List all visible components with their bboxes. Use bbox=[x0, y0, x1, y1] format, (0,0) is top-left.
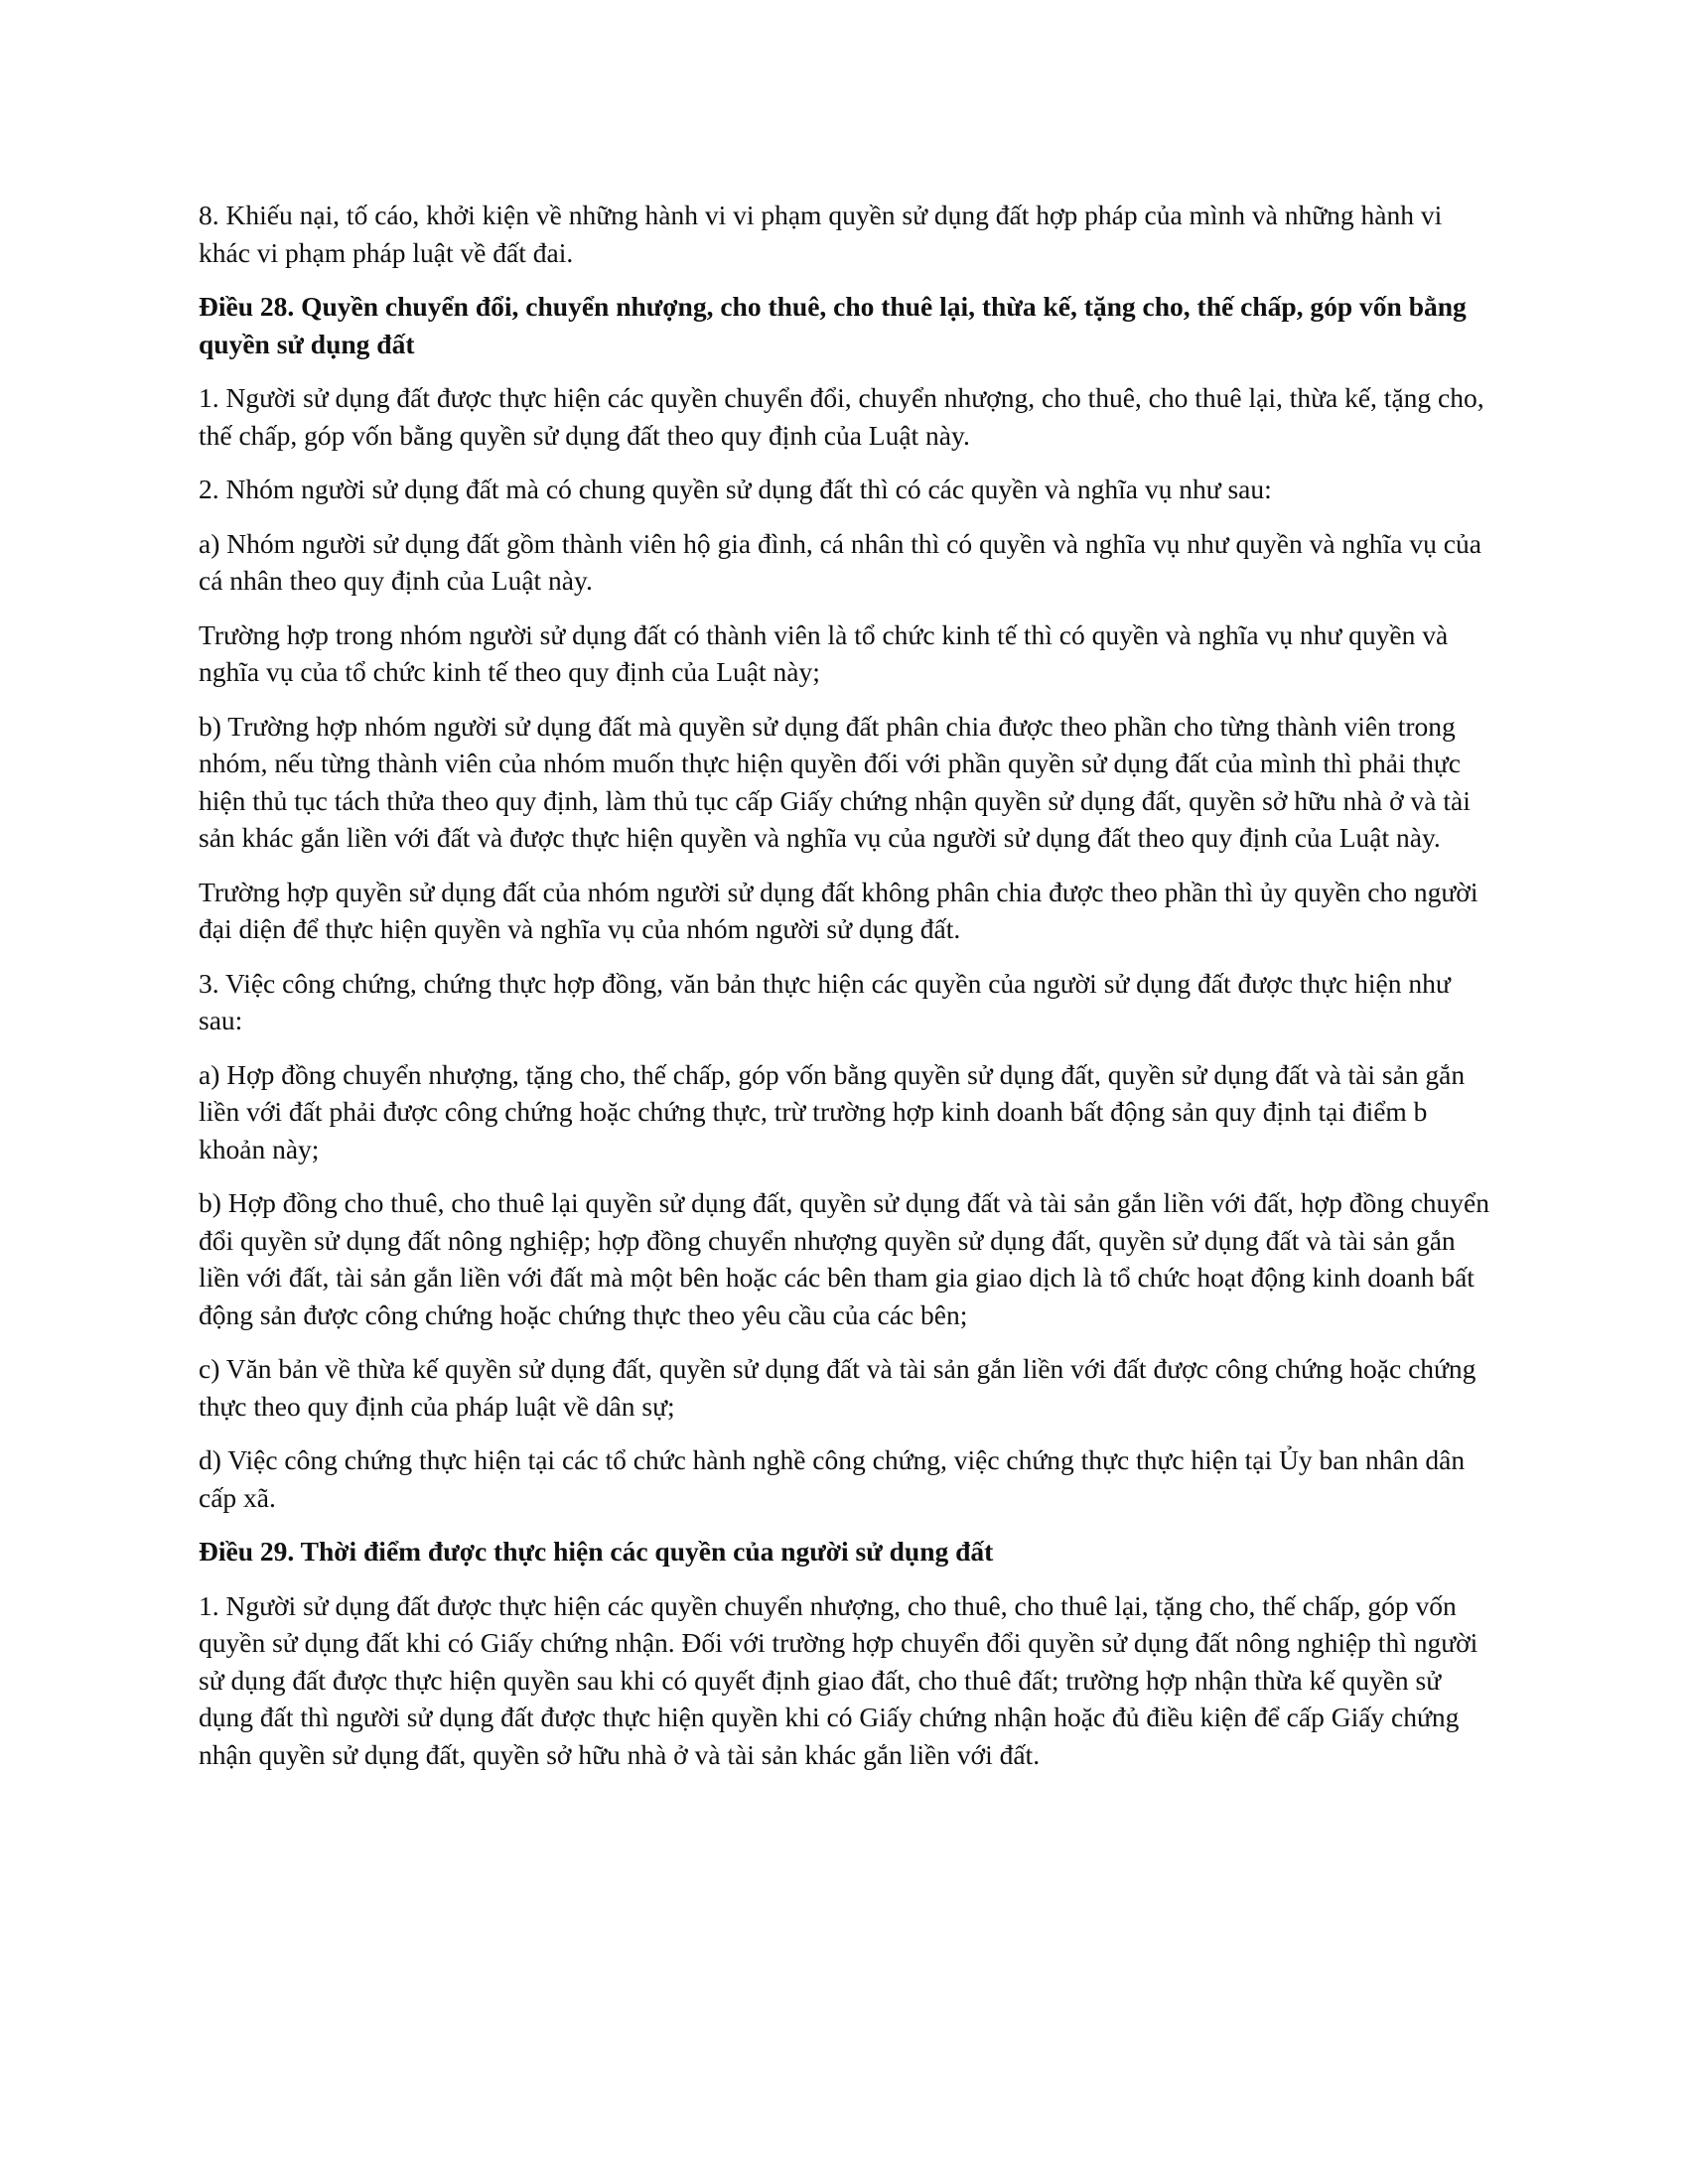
paragraph-dieu-28-khoan-2-diem-a: a) Nhóm người sử dụng đất gồm thành viên hộ gia đình, cá nhân thì có quyền và nghĩa vụ như quyền và nghĩa vụ của cá nhân theo quy định của Luật này. bbox=[199, 527, 1481, 596]
paragraph-dieu-28-khoan-3: 3. Việc công chứng, chứng thực hợp đồng, văn bản thực hiện các quyền của người sử dụng đất được thực hiện như sau: bbox=[199, 967, 1451, 1035]
paragraph-dieu-28-khoan-2-diem-a-cont: Trường hợp trong nhóm người sử dụng đất có thành viên là tổ chức kinh tế thì có quyền và nghĩa vụ như quyền và nghĩa vụ của tổ chức kinh tế theo quy định của Luật này; bbox=[199, 618, 1449, 687]
paragraph-khoan-8: 8. Khiếu nại, tố cáo, khởi kiện về những hành vi vi phạm quyền sử dụng đất hợp pháp của mình và những hành vi khác vi phạm pháp luật về đất đai. bbox=[199, 200, 1443, 268]
paragraph-dieu-28-khoan-2-diem-b-cont: Trường hợp quyền sử dụng đất của nhóm người sử dụng đất không phân chia được theo phần thì ủy quyền cho người đại diện để thực hiện quyền và nghĩa vụ của nhóm người sử dụng đất. bbox=[199, 876, 1478, 944]
paragraph-dieu-28-khoan-3-diem-d: d) Việc công chứng thực hiện tại các tổ chức hành nghề công chứng, việc chứng thực thực hiện tại Ủy ban nhân dân cấp xã. bbox=[199, 1444, 1466, 1513]
heading-dieu-29: Điều 29. Thời điểm được thực hiện các quyền của người sử dụng đất bbox=[199, 1536, 994, 1567]
paragraph-dieu-28-khoan-2: 2. Nhóm người sử dụng đất mà có chung quyền sử dụng đất thì có các quyền và nghĩa vụ như sau: bbox=[199, 474, 1272, 504]
paragraph-dieu-28-khoan-3-diem-b: b) Hợp đồng cho thuê, cho thuê lại quyền sử dụng đất, quyền sử dụng đất và tài sản gắn liền với đất, hợp đồng chuyển đổi quyền sử dụng đất nông nghiệp; hợp đồng chuyển nhượng quyền sử dụng đất, quyền sử dụng đất và tài sản gắn liền với đất, tài sản gắn liền với đất mà một bên hoặc các bên tham gia giao dịch là tổ chức hoạt động kinh doanh bất động sản được công chứng hoặc chứng thực theo yêu cầu của các bên; bbox=[199, 1187, 1489, 1330]
heading-dieu-28: Điều 28. Quyền chuyển đổi, chuyển nhượng, cho thuê, cho thuê lại, thừa kế, tặng cho, thế chấp, góp vốn bằng quyền sử dụng đất bbox=[199, 291, 1467, 359]
paragraph-dieu-28-khoan-3-diem-a: a) Hợp đồng chuyển nhượng, tặng cho, thế chấp, góp vốn bằng quyền sử dụng đất, quyền sử dụng đất và tài sản gắn liền với đất phải được công chứng hoặc chứng thực, trừ trường hợp kinh doanh bất động sản quy định tại điểm b khoản này; bbox=[199, 1058, 1466, 1164]
paragraph-dieu-28-khoan-3-diem-c: c) Văn bản về thừa kế quyền sử dụng đất, quyền sử dụng đất và tài sản gắn liền với đất được công chứng hoặc chứng thực theo quy định của pháp luật về dân sự; bbox=[199, 1353, 1477, 1422]
paragraph-dieu-28-khoan-2-diem-b: b) Trường hợp nhóm người sử dụng đất mà quyền sử dụng đất phân chia được theo phần cho từng thành viên trong nhóm, nếu từng thành viên của nhóm muốn thực hiện quyền đối với phần quyền sử dụng đất của mình thì phải thực hiện thủ tục tách thửa theo quy định, làm thủ tục cấp Giấy chứng nhận quyền sử dụng đất, quyền sở hữu nhà ở và tài sản khác gắn liền với đất và được thực hiện quyền và nghĩa vụ của người sử dụng đất theo quy định của Luật này. bbox=[199, 710, 1471, 853]
document-page bbox=[199, 197, 1489, 1790]
paragraph-dieu-28-khoan-1: 1. Người sử dụng đất được thực hiện các quyền chuyển đổi, chuyển nhượng, cho thuê, cho thuê lại, thừa kế, tặng cho, thế chấp, góp vốn bằng quyền sử dụng đất theo quy định của Luật này. bbox=[199, 382, 1484, 451]
paragraph-dieu-29-khoan-1: 1. Người sử dụng đất được thực hiện các quyền chuyển nhượng, cho thuê, cho thuê lại, tặng cho, thế chấp, góp vốn quyền sử dụng đất khi có Giấy chứng nhận. Đối với trường hợp chuyển đổi quyền sử dụng đất nông nghiệp thì người sử dụng đất được thực hiện quyền sau khi có quyết định giao đất, cho thuê đất; trường hợp nhận thừa kế quyền sử dụng đất thì người sử dụng đất được thực hiện quyền khi có Giấy chứng nhận hoặc đủ điều kiện để cấp Giấy chứng nhận quyền sử dụng đất, quyền sở hữu nhà ở và tài sản khác gắn liền với đất. bbox=[199, 1589, 1478, 1770]
